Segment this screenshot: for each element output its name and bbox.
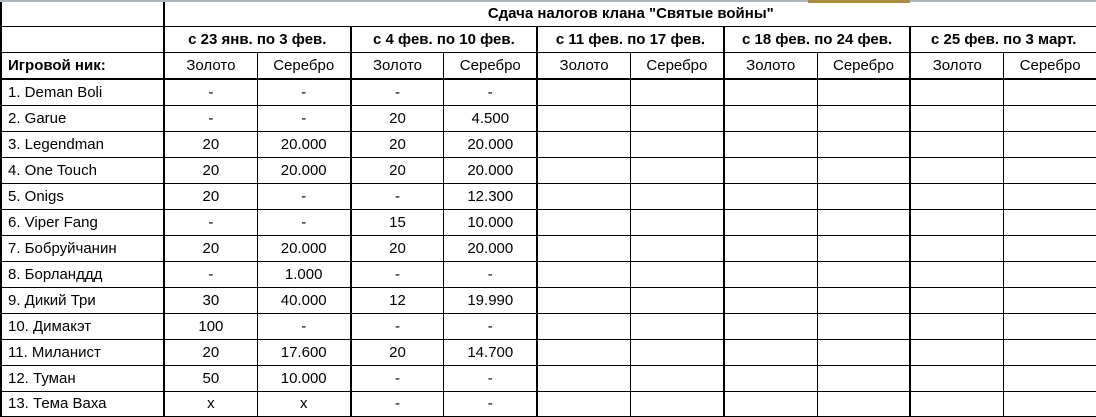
value-cell[interactable] bbox=[910, 287, 1003, 313]
title-row bbox=[1, 2, 1096, 26]
value-cell[interactable] bbox=[630, 131, 723, 157]
player-name-cell[interactable]: 1. Deman Boli bbox=[1, 79, 164, 105]
value-cell[interactable] bbox=[817, 105, 910, 131]
value-cell[interactable]: 20 bbox=[351, 131, 444, 157]
player-row bbox=[1, 131, 1096, 157]
value-cell[interactable] bbox=[630, 105, 723, 131]
table-body bbox=[1, 79, 1096, 417]
value-cell[interactable]: 50 bbox=[164, 365, 257, 391]
value-cell[interactable]: - bbox=[164, 261, 257, 287]
value-cell[interactable] bbox=[817, 313, 910, 339]
value-cell[interactable]: - bbox=[351, 365, 444, 391]
value-cell[interactable] bbox=[724, 105, 817, 131]
value-cell[interactable]: - bbox=[351, 79, 444, 105]
player-name-cell[interactable]: 2. Garue bbox=[1, 105, 164, 131]
value-cell[interactable]: 20 bbox=[351, 235, 444, 261]
value-cell[interactable] bbox=[630, 287, 723, 313]
value-cell[interactable] bbox=[910, 157, 1003, 183]
value-cell[interactable]: 20 bbox=[164, 235, 257, 261]
gold-header[interactable]: Золото bbox=[537, 52, 630, 79]
value-cell[interactable] bbox=[1004, 183, 1096, 209]
corner-empty-cell[interactable] bbox=[1, 2, 164, 26]
value-cell[interactable]: 20 bbox=[351, 105, 444, 131]
value-cell[interactable] bbox=[1004, 209, 1096, 235]
player-row bbox=[1, 235, 1096, 261]
value-cell[interactable] bbox=[1004, 79, 1096, 105]
value-cell[interactable] bbox=[817, 79, 910, 105]
value-cell[interactable]: - bbox=[444, 313, 537, 339]
value-cell[interactable] bbox=[910, 79, 1003, 105]
value-cell[interactable]: 14.700 bbox=[444, 339, 537, 365]
value-cell[interactable] bbox=[630, 157, 723, 183]
value-cell[interactable] bbox=[817, 235, 910, 261]
value-cell[interactable]: - bbox=[351, 183, 444, 209]
value-cell[interactable] bbox=[630, 365, 723, 391]
value-cell[interactable] bbox=[537, 391, 630, 417]
value-cell[interactable]: x bbox=[164, 391, 257, 417]
value-cell[interactable] bbox=[817, 131, 910, 157]
table-title: Сдача налогов клана "Святые войны" bbox=[164, 2, 1096, 26]
value-cell[interactable] bbox=[817, 261, 910, 287]
value-cell[interactable] bbox=[537, 183, 630, 209]
value-cell[interactable] bbox=[630, 261, 723, 287]
value-cell[interactable]: 20 bbox=[164, 157, 257, 183]
value-cell[interactable] bbox=[817, 365, 910, 391]
value-cell[interactable] bbox=[724, 313, 817, 339]
value-cell[interactable] bbox=[537, 79, 630, 105]
value-cell[interactable] bbox=[910, 235, 1003, 261]
value-cell[interactable]: 20.000 bbox=[444, 235, 537, 261]
period-header-3[interactable]: с 11 фев. по 17 фев. bbox=[537, 26, 724, 52]
value-cell[interactable]: 20 bbox=[351, 339, 444, 365]
value-cell[interactable] bbox=[724, 131, 817, 157]
value-cell[interactable] bbox=[817, 391, 910, 417]
player-name-cell[interactable]: 12. Туман bbox=[1, 365, 164, 391]
silver-header[interactable]: Серебро bbox=[444, 52, 537, 79]
value-cell[interactable] bbox=[1004, 391, 1096, 417]
value-cell[interactable] bbox=[724, 79, 817, 105]
value-cell[interactable] bbox=[724, 157, 817, 183]
value-cell[interactable]: 30 bbox=[164, 287, 257, 313]
value-cell[interactable] bbox=[537, 261, 630, 287]
value-cell[interactable] bbox=[1004, 313, 1096, 339]
periods-row bbox=[1, 26, 1096, 52]
corner-empty-cell[interactable] bbox=[1, 26, 164, 52]
value-cell[interactable]: 40.000 bbox=[257, 287, 350, 313]
player-name-cell[interactable]: 10. Димакэт bbox=[1, 313, 164, 339]
value-cell[interactable]: 10.000 bbox=[257, 365, 350, 391]
value-cell[interactable] bbox=[1004, 287, 1096, 313]
value-cell[interactable] bbox=[910, 339, 1003, 365]
value-cell[interactable] bbox=[724, 365, 817, 391]
player-row bbox=[1, 79, 1096, 105]
value-cell[interactable] bbox=[817, 209, 910, 235]
value-cell[interactable]: 20.000 bbox=[257, 131, 350, 157]
value-cell[interactable]: - bbox=[164, 209, 257, 235]
value-cell[interactable] bbox=[910, 209, 1003, 235]
player-row bbox=[1, 209, 1096, 235]
value-cell[interactable]: 4.500 bbox=[444, 105, 537, 131]
metals-row bbox=[1, 52, 1096, 79]
value-cell[interactable]: - bbox=[444, 365, 537, 391]
value-cell[interactable]: 15 bbox=[351, 209, 444, 235]
period-header-4[interactable]: с 18 фев. по 24 фев. bbox=[724, 26, 911, 52]
gold-header[interactable]: Золото bbox=[164, 52, 257, 79]
value-cell[interactable]: - bbox=[444, 79, 537, 105]
value-cell[interactable] bbox=[537, 365, 630, 391]
value-cell[interactable] bbox=[630, 391, 723, 417]
value-cell[interactable]: 12.300 bbox=[444, 183, 537, 209]
value-cell[interactable]: - bbox=[257, 105, 350, 131]
value-cell[interactable]: - bbox=[257, 79, 350, 105]
player-name-cell[interactable]: 9. Дикий Три bbox=[1, 287, 164, 313]
value-cell[interactable]: - bbox=[444, 391, 537, 417]
value-cell[interactable] bbox=[1004, 339, 1096, 365]
value-cell[interactable]: - bbox=[164, 105, 257, 131]
value-cell[interactable] bbox=[1004, 131, 1096, 157]
value-cell[interactable] bbox=[1004, 157, 1096, 183]
value-cell[interactable] bbox=[910, 365, 1003, 391]
player-name-cell[interactable]: 13. Тема Ваха bbox=[1, 391, 164, 417]
period-header-2[interactable]: с 4 фев. по 10 фев. bbox=[351, 26, 538, 52]
value-cell[interactable] bbox=[724, 209, 817, 235]
clan-tax-table bbox=[0, 2, 1096, 417]
value-cell[interactable] bbox=[537, 157, 630, 183]
silver-header[interactable]: Серебро bbox=[257, 52, 350, 79]
value-cell[interactable] bbox=[537, 209, 630, 235]
value-cell[interactable] bbox=[817, 339, 910, 365]
value-cell[interactable] bbox=[1004, 105, 1096, 131]
value-cell[interactable]: - bbox=[257, 183, 350, 209]
value-cell[interactable] bbox=[817, 183, 910, 209]
value-cell[interactable]: - bbox=[444, 261, 537, 287]
player-name-cell[interactable]: 5. Onigs bbox=[1, 183, 164, 209]
value-cell[interactable] bbox=[910, 313, 1003, 339]
value-cell[interactable] bbox=[817, 287, 910, 313]
value-cell[interactable] bbox=[537, 131, 630, 157]
gold-header[interactable]: Золото bbox=[910, 52, 1003, 79]
player-row bbox=[1, 261, 1096, 287]
value-cell[interactable]: 20.000 bbox=[444, 157, 537, 183]
value-cell[interactable] bbox=[724, 287, 817, 313]
value-cell[interactable]: 20 bbox=[164, 183, 257, 209]
value-cell[interactable] bbox=[537, 105, 630, 131]
silver-header[interactable]: Серебро bbox=[630, 52, 723, 79]
value-cell[interactable]: - bbox=[164, 79, 257, 105]
value-cell[interactable] bbox=[910, 105, 1003, 131]
value-cell[interactable] bbox=[724, 339, 817, 365]
silver-header[interactable]: Серебро bbox=[817, 52, 910, 79]
period-header-1[interactable]: с 23 янв. по 3 фев. bbox=[164, 26, 351, 52]
value-cell[interactable]: 1.000 bbox=[257, 261, 350, 287]
player-name-cell[interactable]: 4. One Touch bbox=[1, 157, 164, 183]
value-cell[interactable] bbox=[537, 313, 630, 339]
value-cell[interactable] bbox=[630, 183, 723, 209]
value-cell[interactable]: - bbox=[351, 391, 444, 417]
value-cell[interactable] bbox=[724, 235, 817, 261]
value-cell[interactable]: 20.000 bbox=[257, 157, 350, 183]
value-cell[interactable] bbox=[910, 391, 1003, 417]
player-row bbox=[1, 365, 1096, 391]
value-cell[interactable]: 20.000 bbox=[444, 131, 537, 157]
player-row bbox=[1, 287, 1096, 313]
silver-header[interactable]: Серебро bbox=[1004, 52, 1096, 79]
nick-column-header: Игровой ник: bbox=[1, 52, 164, 79]
player-row bbox=[1, 157, 1096, 183]
value-cell[interactable]: 17.600 bbox=[257, 339, 350, 365]
player-row bbox=[1, 105, 1096, 131]
value-cell[interactable] bbox=[724, 183, 817, 209]
player-row bbox=[1, 183, 1096, 209]
value-cell[interactable] bbox=[537, 339, 630, 365]
value-cell[interactable]: 19.990 bbox=[444, 287, 537, 313]
value-cell[interactable] bbox=[1004, 261, 1096, 287]
period-header-5[interactable]: с 25 фев. по 3 март. bbox=[910, 26, 1096, 52]
value-cell[interactable]: - bbox=[351, 261, 444, 287]
value-cell[interactable]: - bbox=[257, 209, 350, 235]
player-name-cell[interactable]: 7. Бобруйчанин bbox=[1, 235, 164, 261]
player-row bbox=[1, 391, 1096, 417]
gold-header[interactable]: Золото bbox=[351, 52, 444, 79]
value-cell[interactable]: 20.000 bbox=[257, 235, 350, 261]
value-cell[interactable]: 10.000 bbox=[444, 209, 537, 235]
value-cell[interactable] bbox=[1004, 235, 1096, 261]
value-cell[interactable]: 20 bbox=[164, 131, 257, 157]
value-cell[interactable] bbox=[910, 261, 1003, 287]
value-cell[interactable] bbox=[630, 235, 723, 261]
value-cell[interactable]: x bbox=[257, 391, 350, 417]
player-row bbox=[1, 339, 1096, 365]
value-cell[interactable] bbox=[724, 391, 817, 417]
value-cell[interactable] bbox=[724, 261, 817, 287]
value-cell[interactable] bbox=[537, 235, 630, 261]
player-name-cell[interactable]: 3. Legendman bbox=[1, 131, 164, 157]
value-cell[interactable]: - bbox=[257, 313, 350, 339]
value-cell[interactable] bbox=[630, 79, 723, 105]
value-cell[interactable] bbox=[1004, 365, 1096, 391]
value-cell[interactable]: 12 bbox=[351, 287, 444, 313]
value-cell[interactable] bbox=[630, 339, 723, 365]
value-cell[interactable] bbox=[537, 287, 630, 313]
player-name-cell[interactable]: 8. Борланддд bbox=[1, 261, 164, 287]
value-cell[interactable] bbox=[910, 131, 1003, 157]
value-cell[interactable] bbox=[817, 157, 910, 183]
value-cell[interactable]: - bbox=[351, 313, 444, 339]
value-cell[interactable]: 20 bbox=[164, 339, 257, 365]
value-cell[interactable] bbox=[910, 183, 1003, 209]
gold-header[interactable]: Золото bbox=[724, 52, 817, 79]
value-cell[interactable] bbox=[630, 313, 723, 339]
player-row bbox=[1, 313, 1096, 339]
value-cell[interactable]: 100 bbox=[164, 313, 257, 339]
player-name-cell[interactable]: 11. Миланист bbox=[1, 339, 164, 365]
value-cell[interactable]: 20 bbox=[351, 157, 444, 183]
player-name-cell[interactable]: 6. Viper Fang bbox=[1, 209, 164, 235]
value-cell[interactable] bbox=[630, 209, 723, 235]
